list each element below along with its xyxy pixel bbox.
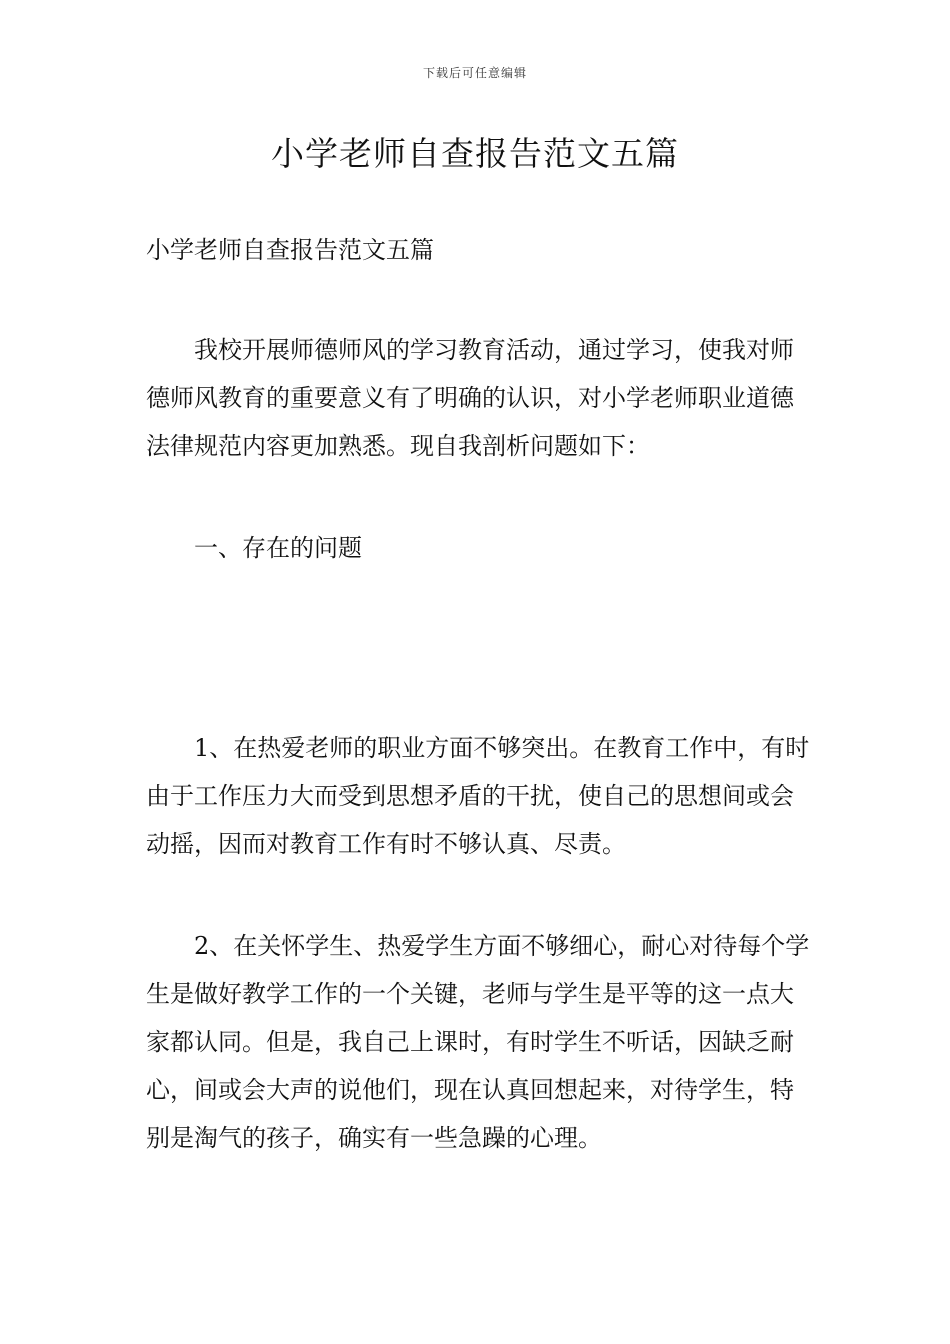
document-title: 小学老师自查报告范文五篇 [271,134,679,173]
header-note: 下载后可任意编辑 [422,66,527,80]
section-heading: 一、存在的问题 [194,534,362,562]
list-item: 1、在热爱老师的职业方面不够突出。在教育工作中，有时由于工作压力大而受到思想矛盾的干扰，使自己的思想间或会动摇，因而对教育工作有时不够认真、尽责。 [146,734,810,858]
intro-paragraph: 我校开展师德师风的学习教育活动，通过学习，使我对师德师风教育的重要意义有了明确的认识，对小学老师职业道德法律规范内容更加熟悉。现自我剖析问题如下： [146,336,794,460]
list-item: 2、在关怀学生、热爱学生方面不够细心，耐心对待每个学生是做好教学工作的一个关键，老师与学生是平等的这一点大家都认同。但是，我自己上课时，有时学生不听话，因缺乏耐心，间或会大声的说他们，现在认真回想起来，对待学生，特别是淘气的孩子，确实有一些急躁的心理。 [146,932,810,1152]
document-subtitle: 小学老师自查报告范文五篇 [146,236,434,264]
